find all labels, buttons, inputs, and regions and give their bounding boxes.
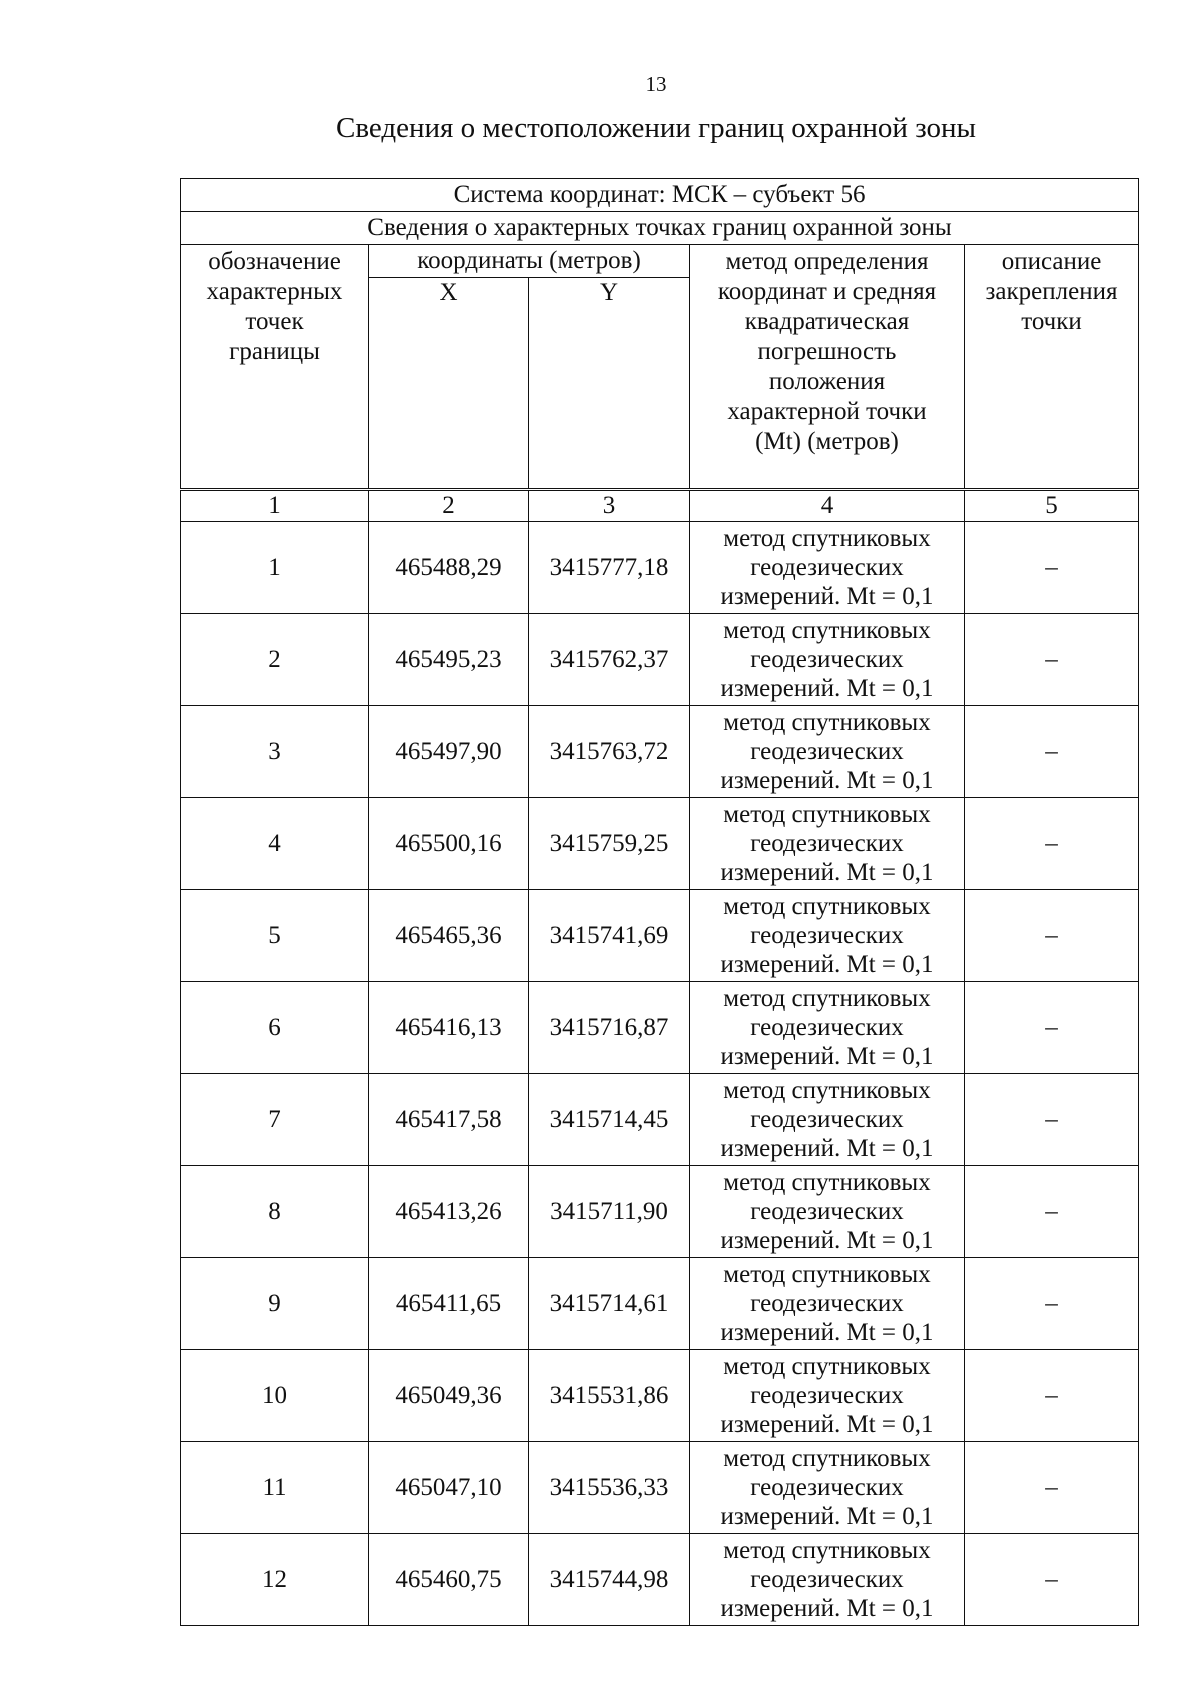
- x-coordinate-cell: 465465,36: [369, 890, 529, 982]
- description-cell: –: [965, 982, 1139, 1074]
- header-point-line: обозначение: [208, 248, 341, 275]
- method-cell: [690, 614, 965, 706]
- point-number-cell: 6: [181, 982, 369, 1074]
- method-cell: [690, 1258, 965, 1350]
- method-cell: [690, 1534, 965, 1626]
- point-number-cell: 12: [181, 1534, 369, 1626]
- x-coordinate-cell: 465497,90: [369, 706, 529, 798]
- method-cell: [690, 1074, 965, 1166]
- method-line: геодезических: [750, 1106, 904, 1133]
- x-coordinate-cell: 465460,75: [369, 1534, 529, 1626]
- x-coordinate-cell: 465488,29: [369, 522, 529, 614]
- method-line: измерений. Mt = 0,1: [720, 1411, 934, 1438]
- description-cell: –: [965, 1350, 1139, 1442]
- point-number-cell: 8: [181, 1166, 369, 1258]
- y-coordinate-cell: 3415714,45: [529, 1074, 690, 1166]
- page-title: Сведения о местоположении границ охранной зоны: [335, 112, 976, 144]
- y-coordinate-cell: 3415714,61: [529, 1258, 690, 1350]
- point-number-cell: 11: [181, 1442, 369, 1534]
- method-line: измерений. Mt = 0,1: [720, 859, 934, 886]
- method-line: измерений. Mt = 0,1: [720, 1227, 934, 1254]
- y-coordinate-cell: 3415741,69: [529, 890, 690, 982]
- x-coordinate-cell: 465413,26: [369, 1166, 529, 1258]
- header-method-line: положения: [768, 368, 886, 395]
- method-line: геодезических: [750, 1198, 904, 1225]
- header-method-line: квадратическая: [744, 308, 910, 335]
- x-coordinate-cell: 465417,58: [369, 1074, 529, 1166]
- table-row: [181, 1074, 1139, 1166]
- y-coordinate-cell: 3415716,87: [529, 982, 690, 1074]
- header-x: X: [369, 278, 529, 490]
- header-method-line: погрешность: [757, 338, 897, 365]
- description-cell: –: [965, 890, 1139, 982]
- table-row: [181, 982, 1139, 1074]
- method-line: геодезических: [750, 1474, 904, 1501]
- table-row: [181, 890, 1139, 982]
- boundary-points-table: [180, 178, 1139, 1626]
- method-cell: [690, 798, 965, 890]
- method-line: измерений. Mt = 0,1: [720, 767, 934, 794]
- method-line: измерений. Mt = 0,1: [720, 675, 934, 702]
- point-number-cell: 3: [181, 706, 369, 798]
- method-line: метод спутниковых: [723, 985, 931, 1012]
- method-line: геодезических: [750, 646, 904, 673]
- column-number: 3: [529, 490, 690, 522]
- header-point-line: характерных: [206, 278, 343, 305]
- header-point-line: границы: [229, 338, 320, 365]
- header-row: [181, 245, 1139, 278]
- header-description-line: точки: [1021, 308, 1082, 335]
- description-cell: –: [965, 1074, 1139, 1166]
- point-number-cell: 5: [181, 890, 369, 982]
- method-line: метод спутниковых: [723, 1537, 931, 1564]
- table-row: [181, 706, 1139, 798]
- description-cell: –: [965, 1166, 1139, 1258]
- x-coordinate-cell: 465500,16: [369, 798, 529, 890]
- description-cell: –: [965, 706, 1139, 798]
- table-row: [181, 614, 1139, 706]
- method-line: геодезических: [750, 1014, 904, 1041]
- x-coordinate-cell: 465049,36: [369, 1350, 529, 1442]
- method-line: геодезических: [750, 1382, 904, 1409]
- y-coordinate-cell: 3415763,72: [529, 706, 690, 798]
- method-line: геодезических: [750, 1566, 904, 1593]
- description-cell: –: [965, 798, 1139, 890]
- method-cell: [690, 1166, 965, 1258]
- header-method-line: координат и средняя: [717, 278, 937, 305]
- method-line: метод спутниковых: [723, 1261, 931, 1288]
- y-coordinate-cell: 3415711,90: [529, 1166, 690, 1258]
- point-number-cell: 2: [181, 614, 369, 706]
- method-line: геодезических: [750, 830, 904, 857]
- point-number-cell: 1: [181, 522, 369, 614]
- header-point-line: точек: [245, 308, 304, 335]
- y-coordinate-cell: 3415531,86: [529, 1350, 690, 1442]
- y-coordinate-cell: 3415744,98: [529, 1534, 690, 1626]
- method-line: измерений. Mt = 0,1: [720, 583, 934, 610]
- method-cell: [690, 982, 965, 1074]
- method-line: измерений. Mt = 0,1: [720, 1503, 934, 1530]
- header-description-line: закрепления: [985, 278, 1118, 305]
- table-row: [181, 1442, 1139, 1534]
- method-line: метод спутниковых: [723, 709, 931, 736]
- header-method: [690, 245, 965, 490]
- y-coordinate-cell: 3415777,18: [529, 522, 690, 614]
- x-coordinate-cell: 465411,65: [369, 1258, 529, 1350]
- description-cell: –: [965, 522, 1139, 614]
- header-y: Y: [529, 278, 690, 490]
- method-line: геодезических: [750, 1290, 904, 1317]
- description-cell: –: [965, 1534, 1139, 1626]
- header-description-line: описание: [1001, 248, 1102, 275]
- x-coordinate-cell: 465416,13: [369, 982, 529, 1074]
- table-row: [181, 798, 1139, 890]
- method-line: измерений. Mt = 0,1: [720, 1319, 934, 1346]
- x-coordinate-cell: 465047,10: [369, 1442, 529, 1534]
- table-row: [181, 1350, 1139, 1442]
- method-line: измерений. Mt = 0,1: [720, 1135, 934, 1162]
- header-description: [965, 245, 1139, 490]
- column-number: 4: [690, 490, 965, 522]
- y-coordinate-cell: 3415762,37: [529, 614, 690, 706]
- method-line: метод спутниковых: [723, 893, 931, 920]
- method-cell: [690, 890, 965, 982]
- description-cell: –: [965, 1258, 1139, 1350]
- table-row: [181, 1166, 1139, 1258]
- method-cell: [690, 706, 965, 798]
- column-number: 1: [181, 490, 369, 522]
- point-number-cell: 9: [181, 1258, 369, 1350]
- header-point: [181, 245, 369, 490]
- header-method-line: характерной точки: [727, 398, 927, 425]
- method-line: измерений. Mt = 0,1: [720, 1043, 934, 1070]
- method-line: геодезических: [750, 922, 904, 949]
- method-line: метод спутниковых: [723, 801, 931, 828]
- column-number: 5: [965, 490, 1139, 522]
- table-subtitle-cell: Сведения о характерных точках границ охранной зоны: [181, 212, 1139, 245]
- table-row: [181, 1534, 1139, 1626]
- column-number-row: [181, 490, 1139, 522]
- x-coordinate-cell: 465495,23: [369, 614, 529, 706]
- column-number: 2: [369, 490, 529, 522]
- header-method-line: (Mt) (метров): [755, 428, 899, 455]
- description-cell: –: [965, 614, 1139, 706]
- method-line: измерений. Mt = 0,1: [720, 951, 934, 978]
- table-row: [181, 522, 1139, 614]
- y-coordinate-cell: 3415759,25: [529, 798, 690, 890]
- table-row: [181, 1258, 1139, 1350]
- method-line: метод спутниковых: [723, 525, 931, 552]
- point-number-cell: 4: [181, 798, 369, 890]
- page-number: 13: [645, 72, 667, 96]
- description-cell: –: [965, 1442, 1139, 1534]
- method-line: метод спутниковых: [723, 1169, 931, 1196]
- method-cell: [690, 522, 965, 614]
- header-coords: координаты (метров): [369, 245, 690, 278]
- point-number-cell: 10: [181, 1350, 369, 1442]
- method-line: метод спутниковых: [723, 1445, 931, 1472]
- method-line: геодезических: [750, 554, 904, 581]
- method-line: метод спутниковых: [723, 1353, 931, 1380]
- method-line: метод спутниковых: [723, 1077, 931, 1104]
- coord-system-cell: Система координат: МСК – субъект 56: [181, 179, 1139, 212]
- method-cell: [690, 1442, 965, 1534]
- point-number-cell: 7: [181, 1074, 369, 1166]
- method-line: измерений. Mt = 0,1: [720, 1595, 934, 1622]
- header-method-line: метод определения: [725, 248, 929, 275]
- method-line: метод спутниковых: [723, 617, 931, 644]
- coord-system-row: [181, 179, 1139, 212]
- method-cell: [690, 1350, 965, 1442]
- method-line: геодезических: [750, 738, 904, 765]
- y-coordinate-cell: 3415536,33: [529, 1442, 690, 1534]
- subtitle-row: [181, 212, 1139, 245]
